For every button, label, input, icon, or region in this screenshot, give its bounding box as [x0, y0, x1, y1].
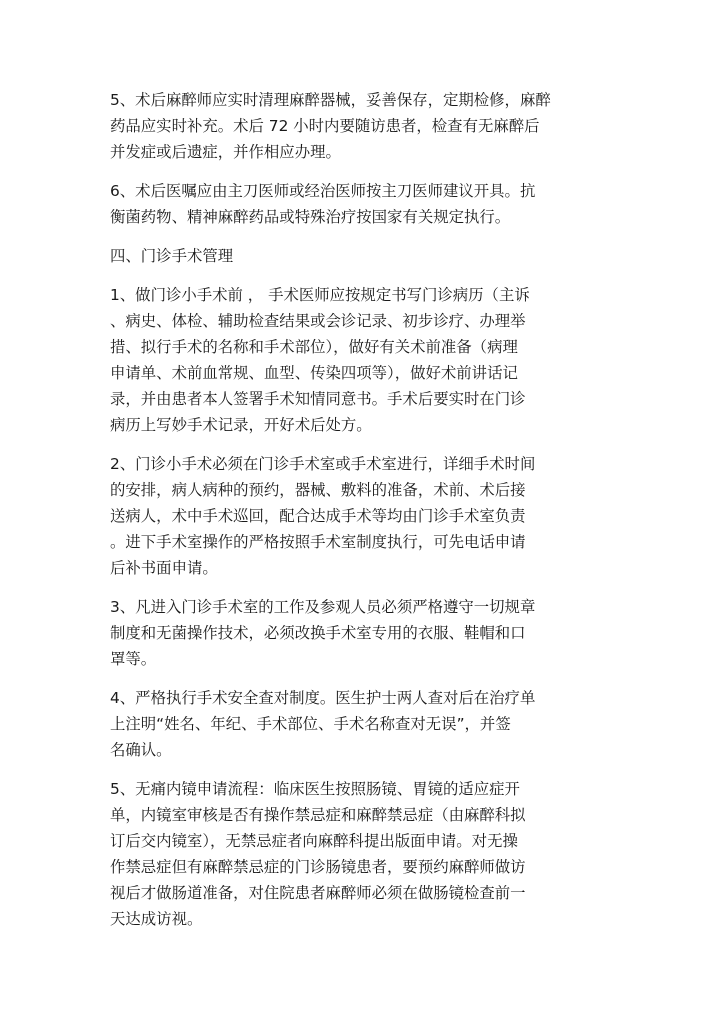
- text-line: 衡菌药物、精神麻醉药品或特殊治疗按国家有关规定执行。: [110, 208, 511, 226]
- paragraph-painless-endoscopy: [110, 776, 600, 932]
- text-line: 录，并由患者本人签署手术知情同意书。手术后要实时在门诊: [110, 390, 526, 408]
- paragraph-postop-orders: [110, 178, 600, 230]
- text-line: 6、术后医嘱应由主刀医师或经治医师按主刀医师建议开具。抗: [110, 182, 536, 200]
- section-title: 四、门诊手术管理: [110, 247, 234, 265]
- text-line: 订后交内镜室），无禁忌症者向麻醉科提出版面申请。对无操: [110, 832, 518, 850]
- paragraph-sterile-rules: [110, 594, 600, 672]
- text-line: 病历上写妙手术记录，开好术后处方。: [110, 416, 372, 434]
- text-line: 天达成访视。: [110, 910, 203, 928]
- text-line: 申请单、术前血常规、血型、传染四项等），做好术前讲话记: [110, 364, 518, 382]
- text-line: 药品应实时补充。术后 72 小时内要随访患者，检查有无麻醉后: [110, 117, 540, 135]
- text-line: 措、拟行手术的名称和手术部位），做好有关术前准备（病理: [110, 338, 518, 356]
- text-line: 视后才做肠道准备，对住院患者麻醉师必须在做肠镜检查前一: [110, 884, 526, 902]
- paragraph-outpatient-preop: [110, 282, 600, 438]
- text-line: 送病人，术中手术巡回，配合达成手术等均由门诊手术室负责: [110, 507, 526, 525]
- paragraph-outpatient-operating-room: [110, 451, 600, 581]
- text-line: 制度和无菌操作技术，必须改换手术室专用的衣服、鞋帽和口: [110, 624, 526, 642]
- text-line: 罩等。: [110, 650, 157, 668]
- text-line: 、病史、体检、辅助检查结果或会诊记录、初步诊疗、办理举: [110, 312, 526, 330]
- text-line: 2、门诊小手术必须在门诊手术室或手术室进行，详细手术时间: [110, 455, 536, 473]
- text-line: 名确认。: [110, 741, 172, 759]
- text-line: 后补书面申请。: [110, 559, 218, 577]
- paragraph-postop-anesthesia-cleanup: [110, 87, 600, 165]
- text-line: 1、做门诊小手术前 ， 手术医师应按规定书写门诊病历（主诉: [110, 286, 530, 304]
- text-line: 5、无痛内镜申请流程：临床医生按照肠镜、胃镜的适应症开: [110, 780, 520, 798]
- text-line: 4、严格执行手术安全查对制度。医生护士两人查对后在治疗单: [110, 689, 536, 707]
- text-line: 作禁忌症但有麻醉禁忌症的门诊肠镜患者，要预约麻醉师做访: [110, 858, 526, 876]
- text-line: 5、术后麻醉师应实时清理麻醉器械，妥善保存，定期检修，麻醉: [110, 91, 551, 109]
- document-page: [110, 87, 600, 945]
- section-heading-outpatient-surgery: [110, 243, 600, 269]
- text-line: 单，内镜室审核是否有操作禁忌症和麻醉禁忌症（由麻醉科拟: [110, 806, 526, 824]
- paragraph-safety-check: [110, 685, 600, 763]
- text-line: 并发症或后遗症，并作相应办理。: [110, 143, 341, 161]
- text-line: 。进下手术室操作的严格按照手术室制度执行，可先电话申请: [110, 533, 526, 551]
- text-line: 3、凡进入门诊手术室的工作及参观人员必须严格遵守一切规章: [110, 598, 536, 616]
- text-line: 的安排，病人病种的预约，器械、敷料的准备，术前、术后接: [110, 481, 526, 499]
- text-line: 上注明“姓名、年纪、手术部位、手术名称查对无误”，并签: [110, 715, 511, 733]
